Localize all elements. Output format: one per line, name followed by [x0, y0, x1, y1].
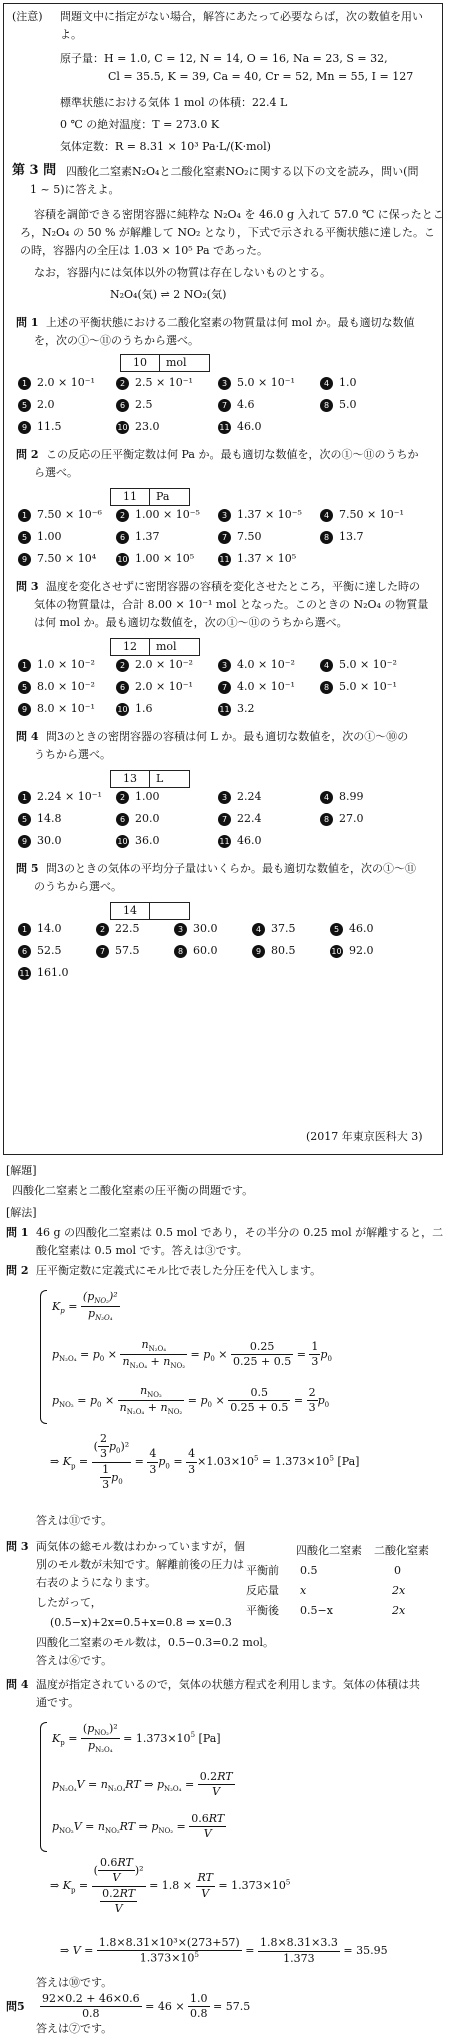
table-cell: 0 — [394, 1564, 401, 1577]
q2-pn2o4: $p_{N_2O_4} = p_0$ × $\frac{n_{N_2O_4}}{n_{N_2O_4} + n_{NO_2}}$ = $p_0$ × $\frac{0.25}{0.25 + 0.5}$ = $\frac{1}{3}$ $p_0$ — [52, 1338, 332, 1371]
option-choice — [116, 508, 200, 522]
option-value: 2.24 — [237, 790, 262, 803]
q4-brace — [40, 1722, 47, 1852]
option-number-badge: 4 — [320, 377, 333, 390]
sol-q3-text-2: 別のモル数が未知です。解離前後の圧力は — [36, 1558, 245, 1571]
q3-answer-box: 12 mol — [110, 638, 200, 656]
q1-text-1: 上述の平衡状態における二酸化窒素の物質量は何 mol か。最も適切な数値 — [46, 316, 415, 329]
sol-q3-equation: (0.5−x)+2x=0.5+x=0.8 ⇒ x=0.3 — [50, 1616, 232, 1629]
option-number-badge: 8 — [320, 531, 333, 544]
option-choice — [116, 398, 153, 412]
option-value: 5.0 × 10⁻² — [339, 658, 397, 671]
q4-kp-sub: ⇒ $K_p$ = ( $\frac{0.6RT}{V}$ )² $\frac{0.2RT}{V}$ = 1.8 × $\frac{RT}{V}$ = $1.373\times 10^5$ — [50, 1856, 291, 1915]
option-choice — [320, 398, 357, 412]
option-number-badge: 11 — [219, 422, 230, 432]
q2-pno2: $p_{NO_2} = p_0$ × $\frac{n_{NO_2}}{n_{N_2O_4} + n_{NO_2}}$ = $p_0$ × $\frac{0.5}{0.25 + 0.5}$ = $\frac{2}{3}$ $p_0$ — [52, 1384, 330, 1417]
method-header: [解法] — [6, 1206, 37, 1219]
option-value: 1.00 — [135, 790, 160, 803]
option-number-badge: 2 — [116, 377, 129, 390]
q5-text-1: 問3のときの気体の平均分子量はいくらか。最も適切な数値を，次の①～⑪ — [46, 862, 416, 875]
option-number-badge: 6 — [116, 813, 129, 826]
q3-text-3: は何 mol か。最も適切な数値を，次の①～⑪のうちから選べ。 — [34, 616, 348, 629]
option-number-badge: 5 — [18, 531, 31, 544]
option-choice — [218, 812, 262, 826]
option-choice — [320, 812, 364, 826]
sol-q3-text-4: したがって， — [36, 1596, 102, 1609]
option-number-badge: 5 — [18, 681, 31, 694]
option-value: 30.0 — [37, 834, 62, 847]
option-choice — [18, 508, 102, 522]
option-value: 8.0 × 10⁻² — [37, 680, 95, 693]
option-choice — [18, 658, 95, 672]
option-number-badge: 8 — [174, 945, 187, 958]
option-number-badge: 1 — [18, 509, 31, 522]
option-value: 1.00 × 10⁵ — [135, 552, 195, 565]
option-number-badge: 7 — [218, 531, 231, 544]
option-choice — [116, 552, 194, 566]
atomic-weights-1: 原子量：H = 1.0, C = 12, N = 14, O = 16, Na = 23, S = 32, — [60, 52, 388, 65]
option-number-badge: 1 — [18, 377, 31, 390]
q3-label: 問 3 — [16, 580, 39, 593]
sol-q4-text-1: 温度が指定されているので，気体の状態方程式を利用します。気体の体積は共 — [36, 1678, 420, 1691]
q4-v-result: ⇒ V = $\frac{\text{1.8×8.31×10³×(273+57)}}{1.373\times 10^5}$ = $\frac{1.8\times 8.31\times 3.3}{1.373}$ = 35.95 — [60, 1936, 388, 1965]
option-value: 37.5 — [271, 922, 296, 935]
q5-text-2: のうちから選べ。 — [34, 880, 122, 893]
option-number-badge: 2 — [116, 659, 129, 672]
sol-q3-text-3: 右表のようになります。 — [36, 1576, 157, 1589]
option-choice — [116, 530, 160, 544]
option-value: 1.37 — [135, 530, 160, 543]
q5-label: 問 5 — [16, 862, 39, 875]
option-number-badge: 3 — [174, 923, 187, 936]
option-value: 2.5 × 10⁻¹ — [135, 376, 193, 389]
option-number-badge: 2 — [96, 923, 109, 936]
option-value: 4.6 — [237, 398, 255, 411]
option-value: 57.5 — [115, 944, 140, 957]
section-label: 第 3 問 — [12, 163, 57, 178]
option-number-badge: 5 — [330, 923, 343, 936]
option-choice — [18, 966, 69, 980]
q2-kp-result: ⇒ $K_p$ = ( $\frac{2}{3}$ $p_0)^2$ $\frac{1}{3}$ $p_0$ = $\frac{4}{3}$ $p_0$ = $\frac{4}{3}$ $\times 1.03\times 10^5 = 1.373\times 10^5$ [Pa] — [50, 1432, 360, 1491]
option-number-badge: 11 — [219, 554, 230, 564]
option-number-badge: 8 — [320, 813, 333, 826]
option-number-badge: 4 — [320, 509, 333, 522]
option-choice — [18, 834, 62, 848]
option-value: 36.0 — [135, 834, 160, 847]
q4-answer-box: 13 L — [110, 770, 190, 788]
table-cell: x — [300, 1584, 307, 1597]
option-choice — [96, 944, 140, 958]
option-choice — [218, 376, 295, 390]
option-choice — [218, 420, 262, 434]
reaction-equation: N₂O₄(気) ⇌ 2 NO₂(気) — [110, 288, 227, 301]
option-choice — [18, 944, 62, 958]
option-value: 7.50 × 10⁻⁶ — [37, 508, 102, 521]
option-number-badge: 5 — [18, 399, 31, 412]
option-value: 46.0 — [237, 834, 262, 847]
note-text: 問題文中に指定がない場合，解答にあたって必要ならば，次の数値を用い — [60, 10, 423, 23]
option-choice — [96, 922, 140, 936]
table-cell: 0.5 — [300, 1564, 318, 1577]
q4-pn2o4: $p_{N_2O_4}V = n_{N_2O_4}RT$ ⇒ $p_{N_2O_4}$ = $\frac{0.2RT}{V}$ — [52, 1770, 233, 1799]
q3-text-1: 温度を変化させずに密閉容器の容積を変化させたところ，平衡に達した時の — [46, 580, 420, 593]
q3-text-2: 気体の物質量は，合計 8.00 × 10⁻¹ mol となった。このときの N₂O₄ の物質量 — [34, 598, 429, 611]
option-number-badge: 1 — [18, 791, 31, 804]
option-choice — [218, 508, 302, 522]
q5-avg-mass: $\frac{92\times 0.2 + 46\times 0.6}{0.8}$ = 46 × $\frac{1.0}{0.8}$ = 57.5 — [42, 1992, 251, 2021]
option-number-badge: 4 — [320, 791, 333, 804]
option-value: 1.00 — [37, 530, 62, 543]
q4-kp-def: $K_p$ = $\frac{(p_{NO_2})^2}{p_{N_2O_4}}$ = $1.373\times 10^5$ [Pa] — [52, 1722, 221, 1755]
option-number-badge: 9 — [18, 553, 31, 566]
option-value: 27.0 — [339, 812, 364, 825]
q2-brace — [40, 1290, 47, 1424]
sol-q4-answer: 答えは⑩です。 — [36, 1976, 113, 1989]
option-choice — [18, 420, 62, 434]
sol-q4-text-2: 通です。 — [36, 1696, 80, 1709]
q4-label: 問 4 — [16, 730, 39, 743]
option-choice — [18, 530, 62, 544]
option-number-badge: 10 — [117, 836, 128, 846]
option-choice — [174, 922, 218, 936]
option-value: 22.4 — [237, 812, 262, 825]
option-choice — [320, 658, 397, 672]
sol-q1-text-2: 酸化窒素は 0.5 mol です。答えは③です。 — [36, 1244, 248, 1257]
option-value: 7.50 × 10⁻¹ — [339, 508, 404, 521]
option-value: 80.5 — [271, 944, 296, 957]
q2-text-2: ら選べ。 — [34, 466, 78, 479]
option-choice — [218, 658, 295, 672]
option-number-badge: 7 — [218, 399, 231, 412]
option-choice — [320, 530, 364, 544]
option-number-badge: 8 — [320, 681, 333, 694]
table-cell: 0.5−x — [300, 1604, 333, 1617]
body-line-1: 容積を調節できる密閉容器に純粋な N₂O₄ を 46.0 g 入れて 57.0 ℃ に保ったとこ — [34, 208, 444, 221]
sol-q5-label: 問5 — [6, 2000, 25, 2013]
q4-text-1: 問3のときの密閉容器の容積は何 L か。最も適切な数値を，次の①～⑩の — [46, 730, 409, 743]
sol-q3-text-1: 両気体の総モル数はわかっていますが，個 — [36, 1540, 245, 1553]
option-number-badge: 1 — [18, 923, 31, 936]
option-value: 5.0 × 10⁻¹ — [237, 376, 295, 389]
option-value: 11.5 — [37, 420, 62, 433]
option-number-badge: 9 — [18, 703, 31, 716]
table-cell: 2x — [392, 1604, 406, 1617]
q2-text-1: この反応の圧平衡定数は何 Pa か。最も適切な数値を，次の①～⑪のうちか — [46, 448, 419, 461]
option-choice — [218, 398, 255, 412]
option-value: 3.2 — [237, 702, 255, 715]
sol-q2-text: 圧平衡定数に定義式にモル比で表した分圧を代入します。 — [36, 1264, 322, 1277]
option-number-badge: 6 — [116, 531, 129, 544]
option-number-badge: 3 — [218, 659, 231, 672]
option-value: 52.5 — [37, 944, 62, 957]
option-value: 8.0 × 10⁻¹ — [37, 702, 95, 715]
option-number-badge: 6 — [18, 945, 31, 958]
q2-label: 問 2 — [16, 448, 39, 461]
option-value: 1.6 — [135, 702, 153, 715]
option-number-badge: 10 — [331, 946, 342, 956]
option-choice — [218, 680, 295, 694]
option-value: 161.0 — [37, 966, 69, 979]
q2-answer-box: 11 Pa — [110, 488, 190, 506]
option-choice — [18, 376, 95, 390]
table-header-no2: 二酸化窒素 — [374, 1544, 429, 1557]
option-choice — [218, 834, 262, 848]
option-value: 30.0 — [193, 922, 218, 935]
option-choice — [320, 790, 364, 804]
option-choice — [116, 834, 160, 848]
sol-q1-label: 問 1 — [6, 1226, 29, 1239]
option-value: 22.5 — [115, 922, 140, 935]
option-choice — [218, 702, 255, 716]
sol-q3-text-5: 四酸化二窒素のモル数は，0.5−0.3=0.2 mol。 — [36, 1636, 274, 1649]
option-number-badge: 2 — [116, 791, 129, 804]
option-value: 7.50 × 10⁴ — [37, 552, 97, 565]
option-choice — [330, 922, 374, 936]
option-value: 1.0 — [339, 376, 357, 389]
q2-kp-def: $K_p$ = $\frac{(p_{NO_2})^2}{p_{N_2O_4}}$ — [52, 1290, 118, 1323]
option-number-badge: 9 — [18, 421, 31, 434]
topic-header: [解題] — [6, 1164, 37, 1177]
option-choice — [330, 944, 374, 958]
option-choice — [116, 812, 160, 826]
table-row-label: 平衡後 — [246, 1604, 279, 1617]
option-number-badge: 11 — [219, 836, 230, 846]
option-number-badge: 3 — [218, 377, 231, 390]
note-label: (注意) — [12, 10, 43, 23]
option-value: 46.0 — [237, 420, 262, 433]
option-value: 2.0 × 10⁻² — [135, 658, 193, 671]
note-text-2: よ。 — [60, 28, 82, 41]
option-choice — [218, 530, 262, 544]
option-choice — [18, 812, 62, 826]
option-number-badge: 4 — [320, 659, 333, 672]
option-value: 1.0 × 10⁻² — [37, 658, 95, 671]
molar-volume: 標準状態における気体 1 mol の体積：22.4 L — [60, 96, 288, 109]
option-value: 2.5 — [135, 398, 153, 411]
option-choice — [18, 552, 96, 566]
option-choice — [218, 552, 296, 566]
table-row-label: 反応量 — [246, 1584, 279, 1597]
q1-text-2: を，次の①～⑪のうちから選べ。 — [34, 334, 199, 347]
section-intro: 四酸化二窒素N₂O₄と二酸化窒素NO₂に関する以下の文を読み，問い(問 — [66, 165, 419, 178]
option-choice — [18, 680, 95, 694]
table-cell: 2x — [392, 1584, 406, 1597]
option-value: 7.50 — [237, 530, 262, 543]
option-value: 13.7 — [339, 530, 364, 543]
option-choice — [116, 702, 153, 716]
option-choice — [18, 702, 95, 716]
option-choice — [18, 790, 102, 804]
option-number-badge: 5 — [18, 813, 31, 826]
sol-q2-label: 問 2 — [6, 1264, 29, 1277]
option-choice — [252, 922, 296, 936]
option-number-badge: 7 — [96, 945, 109, 958]
option-choice — [116, 376, 193, 390]
sol-q2-answer: 答えは⑪です。 — [36, 1514, 113, 1527]
option-value: 2.0 × 10⁻¹ — [37, 376, 95, 389]
option-number-badge: 11 — [19, 968, 30, 978]
option-choice — [116, 658, 193, 672]
sol-q5-answer: 答えは⑦です。 — [36, 2022, 113, 2035]
option-value: 5.0 × 10⁻¹ — [339, 680, 397, 693]
option-value: 8.99 — [339, 790, 364, 803]
option-value: 5.0 — [339, 398, 357, 411]
option-number-badge: 6 — [116, 681, 129, 694]
q1-answer-box: 10 mol — [120, 354, 210, 372]
table-header-n2o4: 四酸化二窒素 — [296, 1544, 362, 1557]
option-value: 4.0 × 10⁻² — [237, 658, 295, 671]
option-value: 2.0 × 10⁻¹ — [135, 680, 193, 693]
sol-q4-label: 問 4 — [6, 1678, 29, 1691]
option-number-badge: 10 — [117, 704, 128, 714]
sol-q1-text-1: 46 g の四酸化二窒素は 0.5 mol であり，その半分の 0.25 mol が解離すると，二 — [36, 1226, 444, 1239]
option-choice — [116, 790, 160, 804]
option-number-badge: 10 — [117, 422, 128, 432]
q5-answer-box: 14 — [110, 902, 190, 920]
option-number-badge: 10 — [117, 554, 128, 564]
option-number-badge: 3 — [218, 791, 231, 804]
option-choice — [252, 944, 296, 958]
option-value: 14.8 — [37, 812, 62, 825]
absolute-zero: 0 ℃ の絶対温度：T = 273.0 K — [60, 118, 220, 131]
option-choice — [320, 508, 404, 522]
option-value: 46.0 — [349, 922, 374, 935]
option-value: 14.0 — [37, 922, 62, 935]
option-choice — [218, 790, 262, 804]
option-number-badge: 3 — [218, 509, 231, 522]
q4-pno2: $p_{NO_2}V = n_{NO_2}RT$ ⇒ $p_{NO_2}$ = $\frac{0.6RT}{V}$ — [52, 1812, 225, 1841]
atomic-weights-2: Cl = 35.5, K = 39, Ca = 40, Cr = 52, Mn = 55, I = 127 — [108, 70, 414, 83]
option-number-badge: 7 — [218, 813, 231, 826]
option-number-badge: 2 — [116, 509, 129, 522]
option-value: 92.0 — [349, 944, 374, 957]
option-value: 2.24 × 10⁻¹ — [37, 790, 102, 803]
body-line-4: なお，容器内には気体以外の物質は存在しないものとする。 — [34, 266, 331, 279]
option-choice — [174, 944, 218, 958]
option-value: 60.0 — [193, 944, 218, 957]
option-choice — [116, 680, 193, 694]
source-citation: (2017 年東京医科大 3) — [306, 1130, 423, 1143]
gas-constant: 気体定数：R = 8.31 × 10³ Pa·L/(K·mol) — [60, 140, 271, 153]
sol-q3-label: 問 3 — [6, 1540, 29, 1553]
option-value: 20.0 — [135, 812, 160, 825]
option-number-badge: 11 — [219, 704, 230, 714]
body-line-2: ろ，N₂O₄ の 50 % が解離して NO₂ となり，下式で示される平衡状態に達した。こ — [20, 226, 435, 239]
option-choice — [116, 420, 160, 434]
option-value: 1.37 × 10⁵ — [237, 552, 297, 565]
q4-text-2: うちから選べ。 — [34, 748, 111, 761]
option-number-badge: 9 — [252, 945, 265, 958]
section-intro-2: 1 ~ 5)に答えよ。 — [30, 183, 120, 196]
body-line-3: の時，容器内の全圧は 1.03 × 10⁵ Pa であった。 — [20, 244, 268, 257]
option-number-badge: 6 — [116, 399, 129, 412]
option-choice — [320, 376, 357, 390]
option-number-badge: 8 — [320, 399, 333, 412]
option-value: 1.00 × 10⁻⁵ — [135, 508, 200, 521]
option-value: 4.0 × 10⁻¹ — [237, 680, 295, 693]
option-choice — [18, 398, 55, 412]
option-number-badge: 4 — [252, 923, 265, 936]
sol-q3-answer: 答えは⑥です。 — [36, 1654, 113, 1667]
option-number-badge: 1 — [18, 659, 31, 672]
option-value: 2.0 — [37, 398, 55, 411]
topic-text: 四酸化二窒素と二酸化窒素の圧平衡の問題です。 — [12, 1184, 254, 1197]
option-choice — [18, 922, 62, 936]
option-choice — [320, 680, 397, 694]
option-number-badge: 7 — [218, 681, 231, 694]
q1-label: 問 1 — [16, 316, 39, 329]
option-value: 1.37 × 10⁻⁵ — [237, 508, 302, 521]
option-number-badge: 9 — [18, 835, 31, 848]
table-row-label: 平衡前 — [246, 1564, 279, 1577]
option-value: 23.0 — [135, 420, 160, 433]
